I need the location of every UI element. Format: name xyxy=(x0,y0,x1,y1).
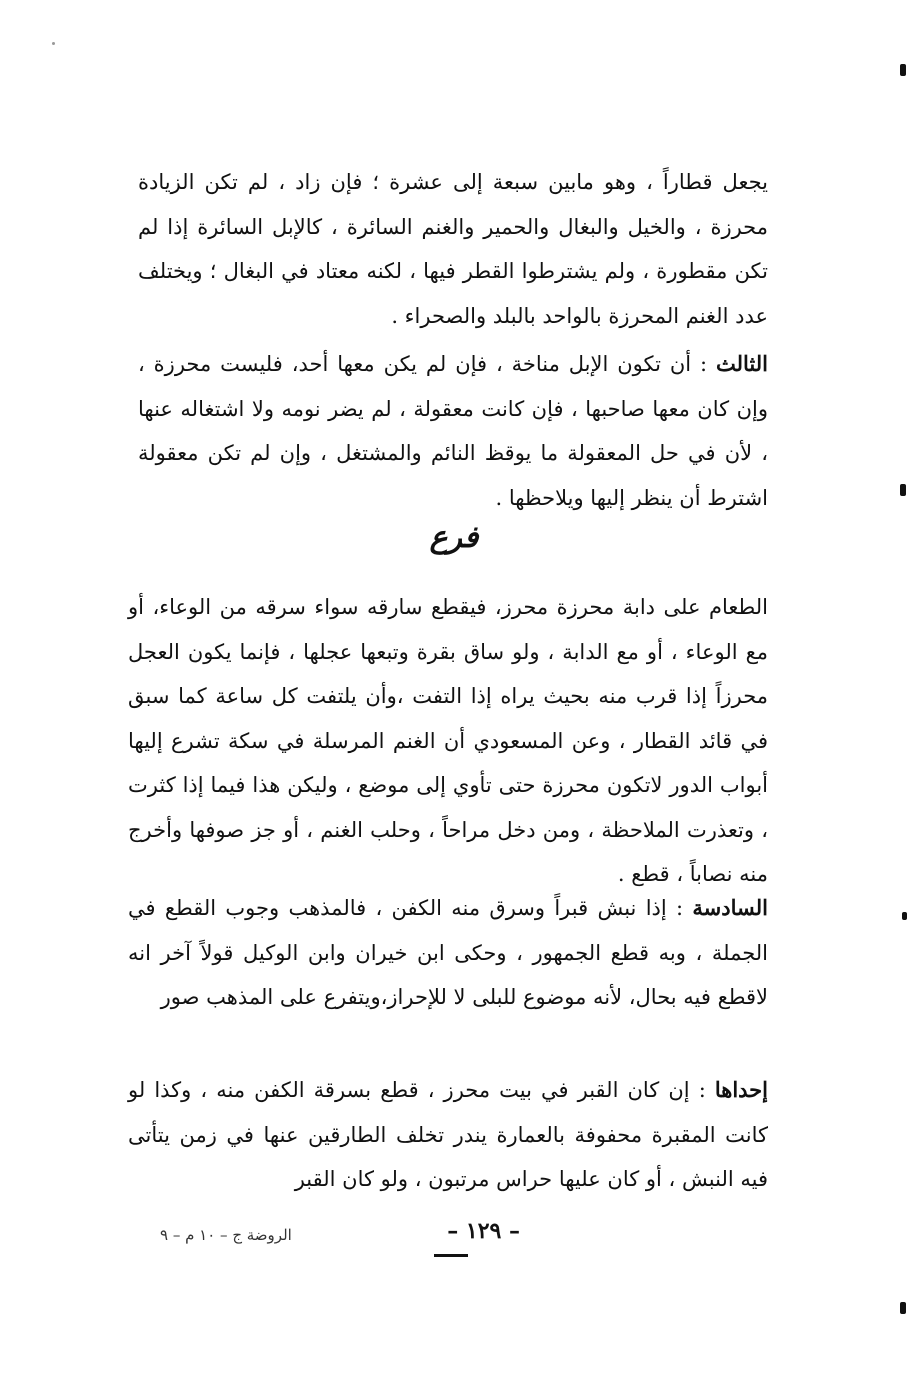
paragraph-text: : إن كان القبر في بيت محرز ، قطع بسرقة الكفن منه ، وكذا لو كانت المقبرة محفوفة بالعمارة يندر تخلف الطارقين عنها في زمن يتأتى فيه النبش ، أو كان عليها حراس مرتبون ، ولو كان القبر xyxy=(128,1078,768,1191)
paragraph-text: يجعل قطاراً ، وهو مابين سبعة إلى عشرة ؛ فإن زاد ، لم تكن الزيادة محرزة ، والخيل والبغال والحمير والغنم السائرة ، كالإبل السائرة إذا لم تكن مقطورة ، ولم يشترطوا القطر فيها ، لكنه معتاد في البغال ؛ ويختلف عدد الغنم المحرزة بالواحد بالبلد والصحراء . xyxy=(138,170,768,328)
paragraph-term: السادسة xyxy=(692,895,768,920)
page-number: – ١٢٩ – xyxy=(447,1218,520,1244)
page-number-underline xyxy=(434,1254,468,1257)
section-heading: فرع xyxy=(429,520,479,555)
margin-mark xyxy=(900,1302,906,1314)
paragraph-text: : إذا نبش قبراً وسرق منه الكفن ، فالمذهب وجوب القطع في الجملة ، وبه قطع الجمهور ، وحكى ابن خيران وابن الوكيل قولاً آخر انه لاقطع فيه بحال، لأنه موضوع للبلى لا للإحراز،ويتفرع على المذهب صور xyxy=(128,896,768,1009)
paragraph-sixth xyxy=(128,886,768,1020)
paragraph-text: الطعام على دابة محرزة محرز، فيقطع سارقه سواء سرقه من الوعاء، أو مع الوعاء ، أو مع الدابة ، ولو ساق بقرة وتبعها عجلها ، فإنما يكون العجل محرزاً إذا قرب منه بحيث يراه إذا التفت ،وأن يلتفت كل ساعة كما سبق في قائد القطار ، وعن المسعودي أن الغنم المرسلة في سكة تشرع إليها أبواب الدور لاتكون محرزة حتى تأوي إلى موضع ، وليكن هذا فيما إذا كثرت ، وتعذرت الملاحظة ، ومن دخل مراحاً ، وحلب الغنم ، أو جز صوفها وأخرج منه نصاباً ، قطع . xyxy=(128,595,768,886)
paragraph-term: الثالث xyxy=(716,351,768,376)
margin-mark xyxy=(902,912,907,920)
scan-speck xyxy=(52,42,55,45)
page-footer xyxy=(160,1218,520,1258)
paragraph-camel-train xyxy=(138,160,768,338)
margin-mark xyxy=(900,64,906,76)
printer-signature: الروضة ج – ١٠ م – ٩ xyxy=(160,1226,292,1244)
margin-mark xyxy=(900,484,906,496)
paragraph-term: إحداها xyxy=(714,1077,768,1102)
paragraph-third xyxy=(138,342,768,520)
paragraph-text: : أن تكون الإبل مناخة ، فإن لم يكن معها أحد، فليست محرزة ، وإن كان معها صاحبها ، فإن كانت معقولة ، لم يضر نومه ولا اشتغاله عنها ، لأن في حل المعقولة ما يوقظ النائم والمشتغل ، وإن لم تكن معقولة اشترط أن ينظر إليها ويلاحظها . xyxy=(138,352,768,510)
paragraph-first-case xyxy=(128,1068,768,1202)
paragraph-branch xyxy=(128,585,768,897)
